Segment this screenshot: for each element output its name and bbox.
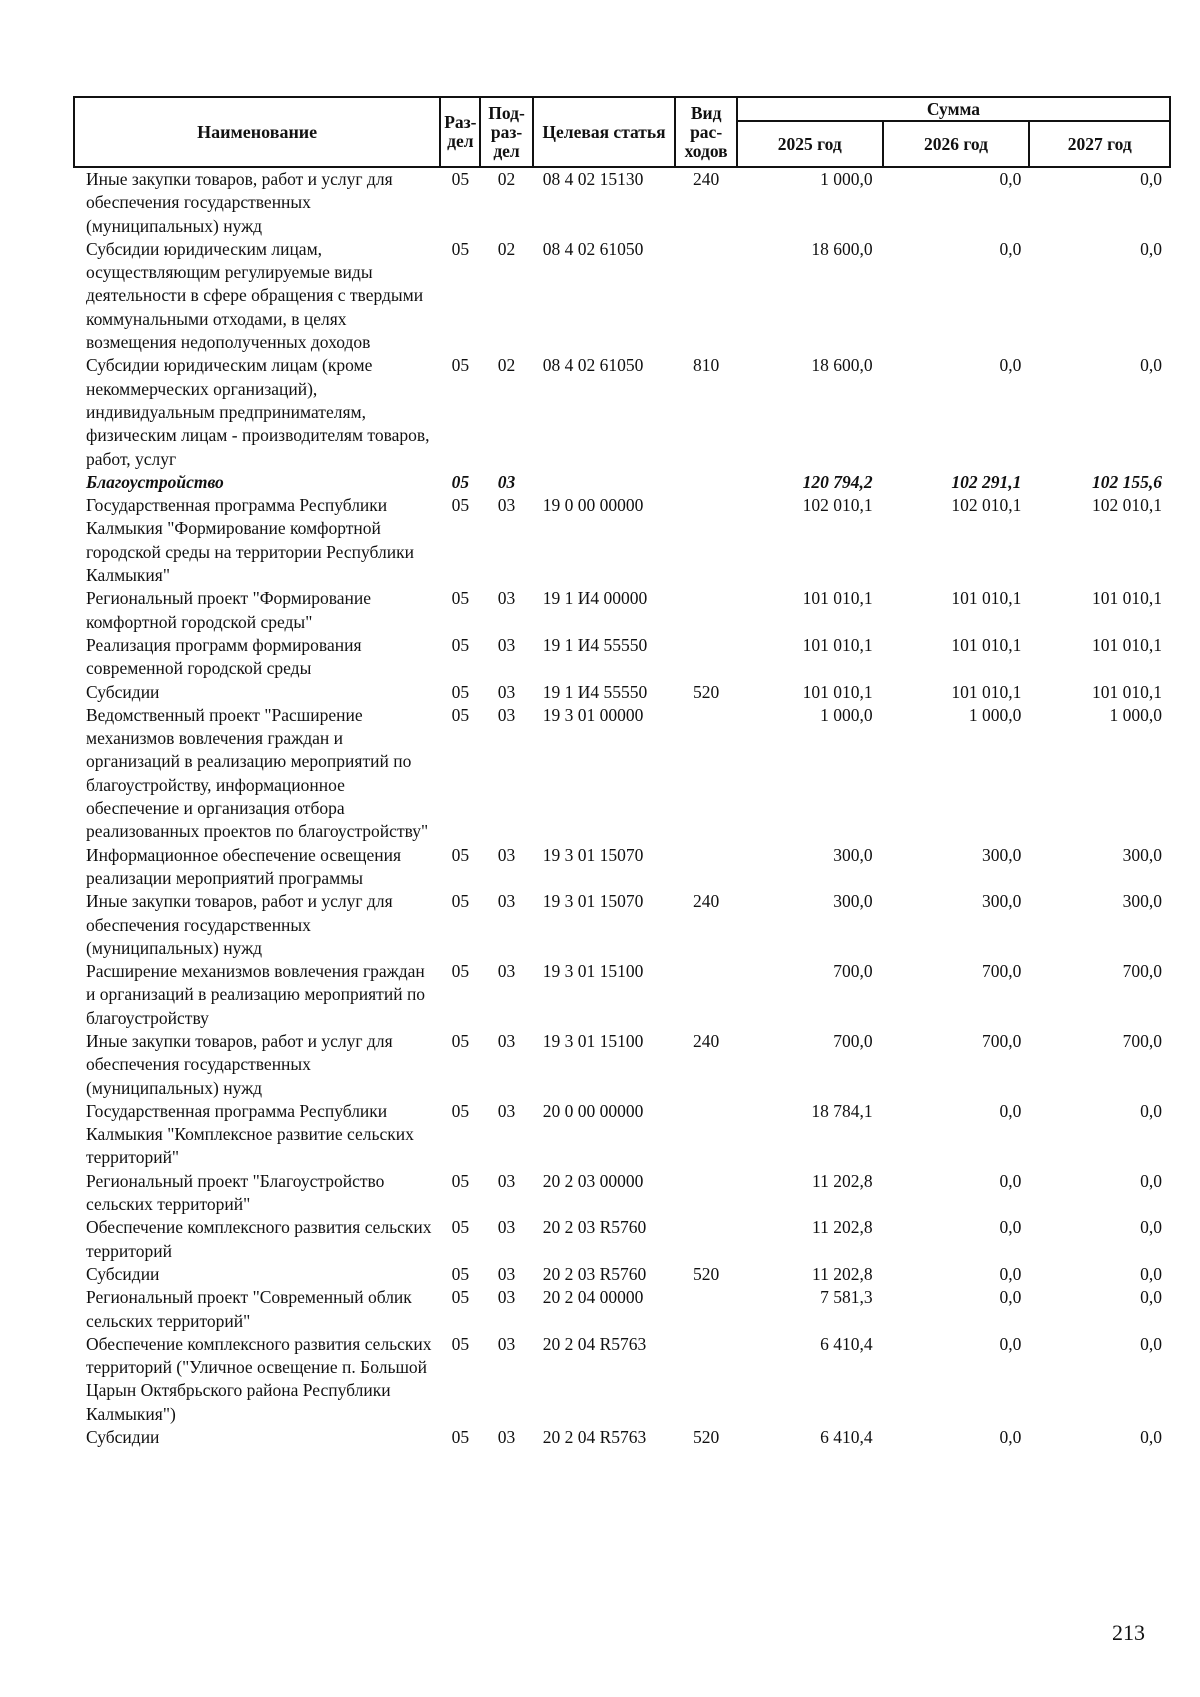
- table-row: [74, 167, 1170, 238]
- cell-2025: 11 202,8: [812, 1263, 873, 1284]
- cell-2025: 6 410,4: [820, 1427, 873, 1448]
- cell-podrazdel: 03: [497, 588, 516, 609]
- cell-name: Субсидии юридическим лицам (кроме некоммерческих организаций), индивидуальным предпринимателям, физическим лицам - производителям товаров, работ, услуг: [86, 355, 430, 469]
- cell-target: 19 3 01 15100: [542, 1030, 644, 1051]
- cell-2027: 0,0: [1140, 169, 1162, 189]
- cell-target: 20 2 04 00000: [542, 1287, 644, 1308]
- cell-podrazdel: 03: [497, 704, 516, 725]
- cell-2027: 700,0: [1122, 961, 1162, 982]
- header-year-2026: 2026 год: [883, 121, 1030, 167]
- cell-razdel: 05: [451, 1333, 470, 1354]
- cell-name: Субсидии: [86, 1263, 160, 1284]
- budget-table: [73, 96, 1171, 1449]
- table-row: [74, 587, 1170, 634]
- cell-target: 08 4 02 61050: [542, 238, 644, 259]
- cell-vid: 520: [693, 1427, 720, 1448]
- cell-target: 19 1 И4 55550: [542, 634, 648, 655]
- cell-2027: 0,0: [1140, 1287, 1162, 1308]
- cell-vid: [675, 844, 737, 891]
- cell-vid: [675, 238, 737, 354]
- cell-2026: 300,0: [981, 844, 1022, 865]
- cell-podrazdel: 03: [497, 1263, 516, 1284]
- cell-podrazdel: 03: [497, 844, 516, 865]
- cell-name: Региональный проект "Формирование комфортной городской среды": [86, 588, 372, 632]
- cell-2026: 0,0: [999, 1263, 1022, 1284]
- cell-2027: 0,0: [1140, 1427, 1162, 1448]
- cell-podrazdel: 02: [497, 238, 516, 259]
- cell-2026: 102 010,1: [951, 495, 1022, 516]
- cell-vid: 520: [693, 681, 720, 702]
- cell-razdel: 05: [451, 1427, 470, 1448]
- cell-2026: 101 010,1: [951, 681, 1022, 702]
- cell-podrazdel: 03: [497, 1170, 516, 1191]
- cell-podrazdel: 03: [497, 891, 516, 912]
- cell-vid: [675, 634, 737, 681]
- cell-razdel: 05: [451, 891, 470, 912]
- cell-2026: 1 000,0: [968, 704, 1022, 725]
- header-year-2025: 2025 год: [737, 121, 883, 167]
- cell-vid: [675, 1216, 737, 1263]
- table-row: [74, 704, 1170, 844]
- cell-2027: 101 010,1: [1092, 681, 1162, 702]
- table-row: [74, 1100, 1170, 1170]
- cell-name: Обеспечение комплексного развития сельских территорий ("Уличное освещение п. Большой Царын Октябрьского района Республики Калмыкия"): [86, 1333, 432, 1424]
- cell-razdel: 05: [451, 681, 470, 702]
- cell-razdel: 05: [451, 495, 470, 516]
- cell-target: 20 2 03 R5760: [542, 1217, 647, 1238]
- header-vid: Вид рас-ходов: [675, 97, 737, 167]
- cell-name: Благоустройство: [86, 471, 224, 492]
- cell-podrazdel: 03: [497, 1427, 516, 1448]
- cell-2026: 0,0: [999, 355, 1022, 376]
- table-row: [74, 844, 1170, 891]
- cell-2026: 700,0: [981, 961, 1022, 982]
- table-row: [74, 634, 1170, 681]
- table-row: [74, 1333, 1170, 1426]
- header-name: Наименование: [74, 97, 440, 167]
- cell-2026: 0,0: [999, 1100, 1022, 1121]
- cell-podrazdel: 03: [497, 681, 516, 702]
- cell-target: 19 1 И4 55550: [542, 681, 648, 702]
- cell-razdel: 05: [451, 238, 470, 259]
- cell-razdel: 05: [451, 844, 470, 865]
- cell-vid: [675, 960, 737, 1030]
- cell-2027: 0,0: [1140, 355, 1162, 376]
- cell-2025: 101 010,1: [802, 634, 873, 655]
- cell-podrazdel: 03: [497, 1333, 516, 1354]
- cell-name: Региональный проект "Благоустройство сельских территорий": [86, 1170, 385, 1215]
- cell-razdel: 05: [451, 1287, 470, 1308]
- cell-razdel: 05: [451, 471, 470, 492]
- cell-razdel: 05: [451, 1100, 470, 1121]
- cell-2025: 300,0: [833, 891, 873, 912]
- table-row: [74, 354, 1170, 470]
- table-row: [74, 960, 1170, 1030]
- cell-target: 20 2 04 R5763: [542, 1427, 647, 1448]
- cell-razdel: 05: [451, 1030, 470, 1051]
- cell-target: 19 3 01 15070: [542, 891, 644, 912]
- cell-target: 08 4 02 15130: [542, 169, 644, 189]
- table-row: [74, 471, 1170, 494]
- cell-2027: 1 000,0: [1109, 704, 1162, 725]
- cell-target: 19 3 01 15100: [542, 961, 644, 982]
- cell-2025: 700,0: [833, 961, 873, 982]
- cell-2025: 18 600,0: [811, 238, 873, 259]
- cell-target: 20 2 04 R5763: [542, 1333, 647, 1354]
- cell-razdel: 05: [451, 1170, 470, 1191]
- cell-razdel: 05: [451, 634, 470, 655]
- cell-target: [533, 471, 676, 494]
- cell-name: Субсидии юридическим лицам, осуществляющим регулируемые виды деятельности в сфере обращения с твердыми коммунальными отходами, в целях возмещения недополученных доходов: [86, 238, 424, 353]
- cell-vid: 240: [693, 1030, 720, 1051]
- cell-podrazdel: 02: [497, 355, 516, 376]
- cell-razdel: 05: [451, 355, 470, 376]
- cell-target: 19 3 01 00000: [542, 704, 644, 725]
- cell-name: Государственная программа Республики Калмыкия "Формирование комфортной городской среды на территории Республики Калмыкия": [86, 495, 414, 586]
- cell-name: Ведомственный проект "Расширение механизмов вовлечения граждан и организаций в реализацию мероприятий по благоустройству, информационное обеспечение и организация отбора реализованных проектов по благоустройству": [86, 704, 429, 842]
- cell-vid: 810: [693, 355, 720, 376]
- cell-2027: 101 010,1: [1092, 634, 1162, 655]
- cell-vid: 240: [693, 169, 720, 189]
- table-row: [74, 1286, 1170, 1333]
- cell-name: Обеспечение комплексного развития сельских территорий: [86, 1217, 432, 1261]
- cell-2026: 102 291,1: [951, 471, 1022, 492]
- cell-2026: 0,0: [999, 1427, 1022, 1448]
- cell-podrazdel: 03: [497, 495, 516, 516]
- table-row: [74, 890, 1170, 960]
- table-row: [74, 681, 1170, 704]
- cell-2026: 0,0: [999, 1287, 1022, 1308]
- cell-name: Иные закупки товаров, работ и услуг для обеспечения государственных (муниципальных) нужд: [86, 1030, 393, 1098]
- cell-target: 19 3 01 15070: [542, 844, 644, 865]
- cell-2026: 101 010,1: [951, 634, 1022, 655]
- cell-2027: 0,0: [1140, 1100, 1162, 1121]
- cell-2026: 0,0: [999, 169, 1022, 189]
- cell-2027: 0,0: [1140, 1333, 1162, 1354]
- cell-vid: 520: [693, 1263, 720, 1284]
- header-summa: Сумма: [737, 97, 1170, 121]
- cell-2025: 7 581,3: [820, 1287, 873, 1308]
- cell-vid: [675, 1286, 737, 1333]
- cell-podrazdel: 03: [497, 1030, 516, 1051]
- cell-name: Субсидии: [86, 1427, 160, 1448]
- cell-target: 19 1 И4 00000: [542, 588, 648, 609]
- cell-2027: 101 010,1: [1092, 588, 1162, 609]
- cell-razdel: 05: [451, 961, 470, 982]
- table-row: [74, 1030, 1170, 1100]
- cell-2027: 102 010,1: [1092, 495, 1162, 516]
- cell-vid: [675, 587, 737, 634]
- table-header: [74, 97, 1170, 167]
- cell-2027: 300,0: [1122, 844, 1162, 865]
- cell-vid: [675, 471, 737, 494]
- cell-2025: 11 202,8: [812, 1217, 873, 1238]
- cell-2026: 0,0: [999, 1217, 1022, 1238]
- cell-podrazdel: 03: [497, 961, 516, 982]
- cell-target: 08 4 02 61050: [542, 355, 644, 376]
- cell-name: Реализация программ формирования современной городской среды: [86, 634, 362, 679]
- cell-2025: 101 010,1: [802, 681, 873, 702]
- cell-target: 20 2 03 R5760: [542, 1263, 647, 1284]
- header-podrazdel: Под-раз-дел: [480, 97, 532, 167]
- cell-2027: 300,0: [1122, 891, 1162, 912]
- cell-2027: 700,0: [1122, 1030, 1162, 1051]
- cell-podrazdel: 02: [497, 169, 516, 189]
- cell-2026: 0,0: [999, 1170, 1022, 1191]
- cell-2026: 0,0: [999, 238, 1022, 259]
- cell-2025: 1 000,0: [820, 704, 873, 725]
- cell-2025: 101 010,1: [802, 588, 873, 609]
- cell-target: 20 2 03 00000: [542, 1170, 644, 1191]
- cell-vid: [675, 494, 737, 587]
- cell-razdel: 05: [451, 1263, 470, 1284]
- table-row: [74, 1170, 1170, 1217]
- cell-name: Субсидии: [86, 681, 160, 702]
- cell-2025: 102 010,1: [802, 495, 873, 516]
- cell-target: 20 0 00 00000: [542, 1100, 644, 1121]
- cell-2027: 0,0: [1140, 1170, 1162, 1191]
- cell-2027: 0,0: [1140, 238, 1162, 259]
- cell-2027: 0,0: [1140, 1217, 1162, 1238]
- cell-vid: [675, 1333, 737, 1426]
- page-number: 213: [1112, 1620, 1145, 1645]
- cell-2026: 700,0: [981, 1030, 1022, 1051]
- cell-target: 19 0 00 00000: [542, 495, 644, 516]
- cell-podrazdel: 03: [497, 1287, 516, 1308]
- cell-name: Государственная программа Республики Калмыкия "Комплексное развитие сельских территорий": [86, 1100, 414, 1168]
- cell-2025: 1 000,0: [820, 169, 873, 189]
- cell-2025: 300,0: [833, 844, 873, 865]
- cell-name: Иные закупки товаров, работ и услуг для обеспечения государственных (муниципальных) нужд: [86, 891, 393, 958]
- cell-name: Иные закупки товаров, работ и услуг для обеспечения государственных (муниципальных) нужд: [86, 169, 393, 236]
- cell-razdel: 05: [451, 704, 470, 725]
- table-row: [74, 1426, 1170, 1449]
- cell-2027: 0,0: [1140, 1263, 1162, 1284]
- cell-name: Информационное обеспечение освещения реализации мероприятий программы: [86, 844, 402, 888]
- cell-vid: [675, 704, 737, 844]
- table-row: [74, 1216, 1170, 1263]
- cell-2025: 18 784,1: [811, 1100, 873, 1121]
- header-year-2027: 2027 год: [1029, 121, 1170, 167]
- cell-vid: [675, 1100, 737, 1170]
- cell-2025: 700,0: [833, 1030, 873, 1051]
- table-row: [74, 1263, 1170, 1286]
- cell-podrazdel: 03: [497, 634, 516, 655]
- header-razdel: Раз-дел: [440, 97, 480, 167]
- cell-2025: 120 794,2: [802, 471, 873, 492]
- cell-2026: 0,0: [999, 1333, 1022, 1354]
- table-row: [74, 238, 1170, 354]
- cell-2025: 11 202,8: [812, 1170, 873, 1191]
- cell-podrazdel: 03: [497, 1217, 516, 1238]
- cell-2025: 6 410,4: [820, 1333, 873, 1354]
- header-celevaya: Целевая статья: [533, 97, 676, 167]
- cell-razdel: 05: [451, 169, 470, 189]
- cell-razdel: 05: [451, 1217, 470, 1238]
- cell-name: Региональный проект "Современный облик сельских территорий": [86, 1287, 412, 1331]
- table-row: [74, 494, 1170, 587]
- cell-2027: 102 155,6: [1092, 471, 1162, 492]
- cell-vid: [675, 1170, 737, 1217]
- cell-2026: 300,0: [981, 891, 1022, 912]
- cell-podrazdel: 03: [497, 1100, 516, 1121]
- cell-2026: 101 010,1: [951, 588, 1022, 609]
- cell-vid: 240: [693, 891, 720, 912]
- cell-name: Расширение механизмов вовлечения граждан и организаций в реализацию мероприятий по благоустройству: [86, 961, 426, 1028]
- cell-razdel: 05: [451, 588, 470, 609]
- cell-2025: 18 600,0: [811, 355, 873, 376]
- table-body: [74, 167, 1170, 1449]
- cell-podrazdel: 03: [497, 471, 516, 492]
